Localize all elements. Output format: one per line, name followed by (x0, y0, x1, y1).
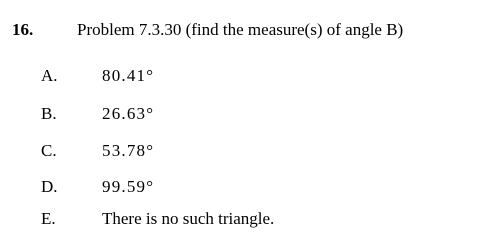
choice-letter: B. (41, 104, 57, 123)
choice-letter: A. (41, 66, 58, 85)
choice-letter: D. (41, 177, 58, 196)
choice-letter: E. (41, 209, 56, 228)
question-number: 16. (12, 20, 34, 39)
choice-d (0, 177, 481, 201)
choice-b (0, 104, 481, 128)
choice-text: 26.63° (102, 104, 155, 123)
choice-text: 53.78° (102, 141, 155, 160)
choice-letter: C. (41, 141, 57, 160)
question-prompt: Problem 7.3.30 (find the measure(s) of angle B) (77, 20, 404, 39)
choice-text: 80.41° (102, 66, 155, 85)
choice-text: 99.59° (102, 177, 155, 196)
choice-e (0, 209, 481, 233)
choice-a (0, 66, 481, 90)
choice-text: There is no such triangle. (102, 209, 275, 228)
choice-c (0, 141, 481, 165)
